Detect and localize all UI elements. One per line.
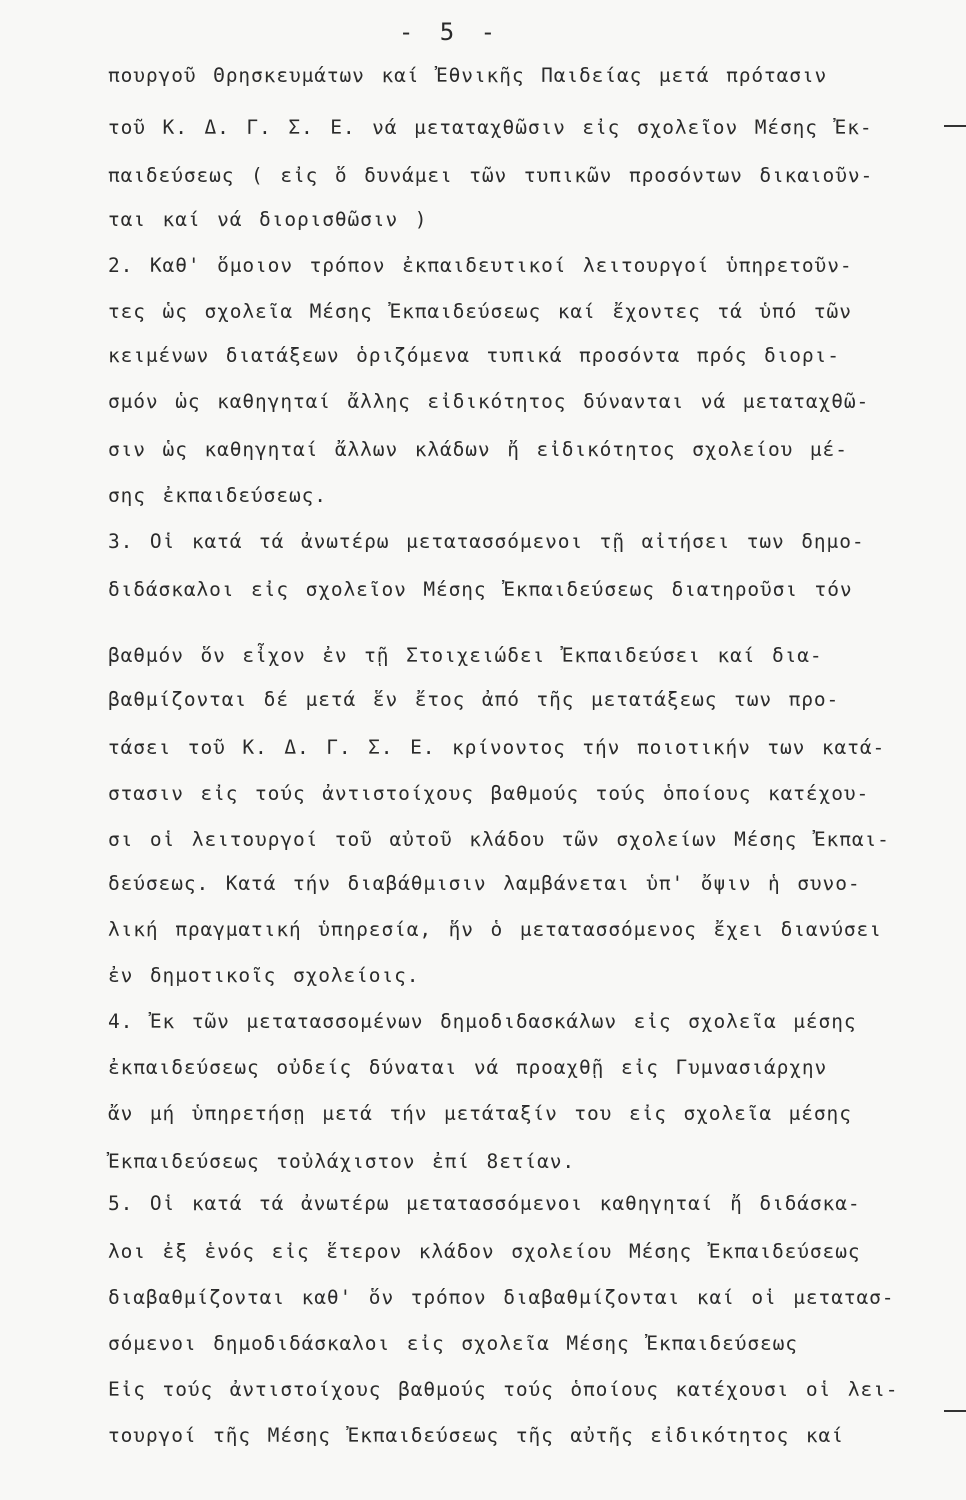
text-line: λική πραγματική ὑπηρεσία, ἥν ὁ μετατασσόμενος ἔχει διανύσει xyxy=(108,918,882,941)
text-line: 2. Καθ' ὅμοιον τρόπον ἐκπαιδευτικοί λειτουργοί ὑπηρετοῦν- xyxy=(108,254,853,277)
text-line: τάσει τοῦ Κ. Δ. Γ. Σ. Ε. κρίνοντος τήν ποιοτικήν των κατά- xyxy=(108,736,886,759)
text-line: λοι ἐξ ἑνός εἰς ἕτερον κλάδον σχολείου Μέσης Ἐκπαιδεύσεως xyxy=(108,1240,861,1263)
text-line: ται καί νά διορισθῶσιν ) xyxy=(108,208,428,231)
text-line: 5. Οἱ κατά τά ἀνωτέρω μετατασσόμενοι καθηγηταί ἤ διδάσκα- xyxy=(108,1192,861,1215)
page-number: - 5 - xyxy=(398,18,502,46)
margin-dash-mark xyxy=(944,125,966,127)
text-line: 3. Οἱ κατά τά ἀνωτέρω μετατασσόμενοι τῇ αἰτήσει των δημο- xyxy=(108,530,865,553)
text-line: σμόν ὡς καθηγηταί ἄλλης εἰδικότητος δύνανται νά μεταταχθῶ- xyxy=(108,390,870,413)
text-line: τοῦ Κ. Δ. Γ. Σ. Ε. νά μεταταχθῶσιν εἰς σχολεῖον Μέσης Ἐκ- xyxy=(108,116,873,139)
text-line: σης ἐκπαιδεύσεως. xyxy=(108,484,327,507)
text-line: τες ὡς σχολεῖα Μέσης Ἐκπαιδεύσεως καί ἔχοντες τά ὑπό τῶν xyxy=(108,300,852,323)
text-line: σιν ὡς καθηγηταί ἄλλων κλάδων ἤ εἰδικότητος σχολείου μέ- xyxy=(108,438,848,461)
text-line: τουργοί τῆς Μέσης Ἐκπαιδεύσεως τῆς αὐτῆς εἰδικότητος καί xyxy=(108,1424,844,1447)
text-line: βαθμίζονται δέ μετά ἕν ἔτος ἀπό τῆς μετατάξεως των προ- xyxy=(108,688,840,711)
text-line: ἐν δημοτικοῖς σχολείοις. xyxy=(108,964,420,987)
text-line: στασιν εἰς τούς ἀντιστοίχους βαθμούς τούς ὁποίους κατέχου- xyxy=(108,782,870,805)
text-line: Εἰς τούς ἀντιστοίχους βαθμούς τούς ὁποίους κατέχουσι οἱ λει- xyxy=(108,1378,899,1401)
text-line: σόμενοι δημοδιδάσκαλοι εἰς σχολεῖα Μέσης Ἐκπαιδεύσεως xyxy=(108,1332,798,1355)
text-line: 4. Ἐκ τῶν μετατασσομένων δημοδιδασκάλων εἰς σχολεῖα μέσης xyxy=(108,1010,857,1033)
text-line: ἐκπαιδεύσεως οὐδείς δύναται νά προαχθῇ εἰς Γυμνασιάρχην xyxy=(108,1056,828,1079)
text-line: βαθμόν ὅν εἶχον ἐν τῇ Στοιχειώδει Ἐκπαιδεύσει καί δια- xyxy=(108,644,823,667)
text-line: διαβαθμίζονται καθ' ὅν τρόπον διαβαθμίζονται καί οἱ μετατασ- xyxy=(108,1286,895,1309)
text-line: κειμένων διατάξεων ὁριζόμενα τυπικά προσόντα πρός διορι- xyxy=(108,344,840,367)
text-line: παιδεύσεως ( εἰς ὅ δυνάμει τῶν τυπικῶν προσόντων δικαιοῦν- xyxy=(108,164,874,187)
margin-dash-mark xyxy=(944,1410,966,1412)
text-line: διδάσκαλοι εἰς σχολεῖον Μέσης Ἐκπαιδεύσεως διατηροῦσι τόν xyxy=(108,578,853,601)
text-line: δεύσεως. Κατά τήν διαβάθμισιν λαμβάνεται ὑπ' ὄψιν ἡ συνο- xyxy=(108,872,861,895)
text-line: σι οἱ λειτουργοί τοῦ αὐτοῦ κλάδου τῶν σχολείων Μέσης Ἐκπαι- xyxy=(108,828,890,851)
text-line: Ἐκπαιδεύσεως τοὐλάχιστον ἐπί 8ετίαν. xyxy=(108,1150,576,1173)
text-line: πουργοῦ Θρησκευμάτων καί Ἐθνικῆς Παιδείας μετά πρότασιν xyxy=(108,64,828,87)
text-line: ἄν μή ὑπηρετήσῃ μετά τήν μετάταξίν του εἰς σχολεῖα μέσης xyxy=(108,1102,852,1125)
